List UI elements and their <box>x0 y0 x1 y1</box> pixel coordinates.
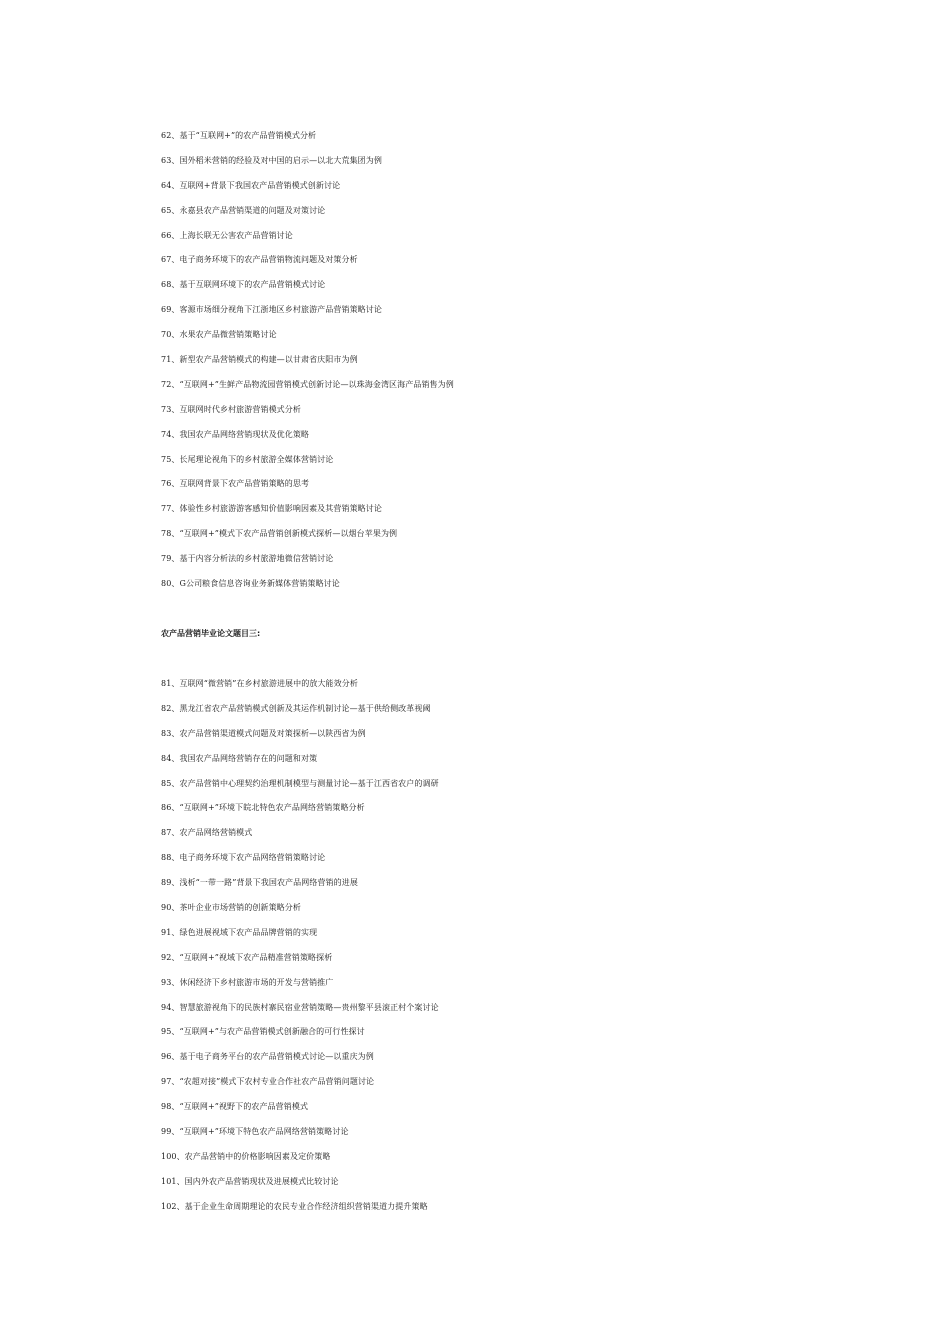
topic-item: 69、客源市场细分视角下江浙地区乡村旅游产品营销策略讨论 <box>161 305 382 315</box>
topic-item: 70、水果农产品微营销策略讨论 <box>161 330 277 340</box>
topic-item: 83、农产品营销渠道模式问题及对策探析—以陕西省为例 <box>161 728 366 738</box>
topic-item: 80、G公司粮食信息咨询业务新媒体营销策略讨论 <box>161 579 340 589</box>
topic-list-part-two <box>161 124 454 597</box>
topic-item: 85、农产品营销中心理契约治理机制模型与测量讨论—基于江西省农户的调研 <box>161 778 439 788</box>
topic-item: 84、我国农产品网络营销存在的问题和对策 <box>161 753 318 763</box>
topic-item: 76、互联网背景下农产品营销策略的思考 <box>161 479 310 489</box>
topic-item: 75、长尾理论视角下的乡村旅游全媒体营销讨论 <box>161 454 334 464</box>
topic-item: 94、智慧旅游视角下的民族村寨民宿业营销策略—贵州黎平县滚正村个案讨论 <box>161 1002 439 1012</box>
topic-item: 98、“互联网+”视野下的农产品营销模式 <box>161 1102 309 1112</box>
topic-item: 101、国内外农产品营销现状及进展模式比较讨论 <box>161 1176 339 1186</box>
topic-item: 64、互联网+背景下我国农产品营销模式创新讨论 <box>161 180 341 190</box>
topic-item: 77、体验性乡村旅游游客感知价值影响因素及其营销策略讨论 <box>161 504 382 514</box>
section-heading: 农产品营销毕业论文题目三: <box>161 629 261 638</box>
topic-item: 68、基于互联网环境下的农产品营销模式讨论 <box>161 280 326 290</box>
topic-item: 97、“农超对接”模式下农村专业合作社农产品营销问题讨论 <box>161 1077 375 1087</box>
topic-item: 96、基于电子商务平台的农产品营销模式讨论—以重庆为例 <box>161 1052 374 1062</box>
topic-item: 93、休闲经济下乡村旅游市场的开发与营销推广 <box>161 977 334 987</box>
topic-item: 79、基于内容分析法的乡村旅游地微信营销讨论 <box>161 554 334 564</box>
topic-item: 81、互联网“微营销”在乡村旅游进展中的放大能效分析 <box>161 679 358 688</box>
topic-item: 63、国外稻米营销的经验及对中国的启示—以北大荒集团为例 <box>161 155 382 165</box>
topic-item: 72、“互联网+”生鲜产品物流园营销模式创新讨论—以珠海金湾区海产品销售为例 <box>161 379 454 389</box>
topic-item: 90、茶叶企业市场营销的创新策略分析 <box>161 903 301 913</box>
topic-item: 78、“互联网+”模式下农产品营销创新模式探析—以烟台苹果为例 <box>161 529 398 539</box>
topic-item: 91、绿色进展视域下农产品品牌营销的实现 <box>161 927 318 937</box>
topic-item: 86、“互联网+”环境下皖北特色农产品网络营销策略分析 <box>161 803 365 813</box>
topic-item: 102、基于企业生命周期理论的农民专业合作经济组织营销渠道力提升策略 <box>161 1201 428 1211</box>
topic-item: 67、电子商务环境下的农产品营销物流问题及对策分析 <box>161 255 358 265</box>
topic-item: 74、我国农产品网络营销现状及优化策略 <box>161 429 310 439</box>
topic-item: 89、浅析“一带一路”背景下我国农产品网络营销的进展 <box>161 878 358 888</box>
topic-item: 95、“互联网+”与农产品营销模式创新融合的可行性探讨 <box>161 1027 365 1037</box>
topic-item: 73、互联网时代乡村旅游营销模式分析 <box>161 404 301 414</box>
topic-list-part-three <box>161 672 439 1220</box>
topic-item: 87、农产品网络营销模式 <box>161 828 253 838</box>
topic-item: 82、黑龙江省农产品营销模式创新及其运作机制讨论—基于供给侧改革视阈 <box>161 703 431 713</box>
topic-item: 71、新型农产品营销模式的构建—以甘肃省庆阳市为例 <box>161 355 358 365</box>
topic-item: 99、“互联网+”环境下特色农产品网络营销策略讨论 <box>161 1127 349 1137</box>
topic-item: 66、上海长联无公害农产品营销讨论 <box>161 230 293 240</box>
topic-item: 88、电子商务环境下农产品网络营销策略讨论 <box>161 853 326 863</box>
topic-item: 100、农产品营销中的价格影响因素及定价策略 <box>161 1151 331 1161</box>
topic-item: 62、基于“互联网+”的农产品营销模式分析 <box>161 131 317 140</box>
topic-item: 92、“互联网+”视域下农产品精准营销策略探析 <box>161 952 333 962</box>
topic-item: 65、永嘉县农产品营销渠道的问题及对策讨论 <box>161 205 326 215</box>
